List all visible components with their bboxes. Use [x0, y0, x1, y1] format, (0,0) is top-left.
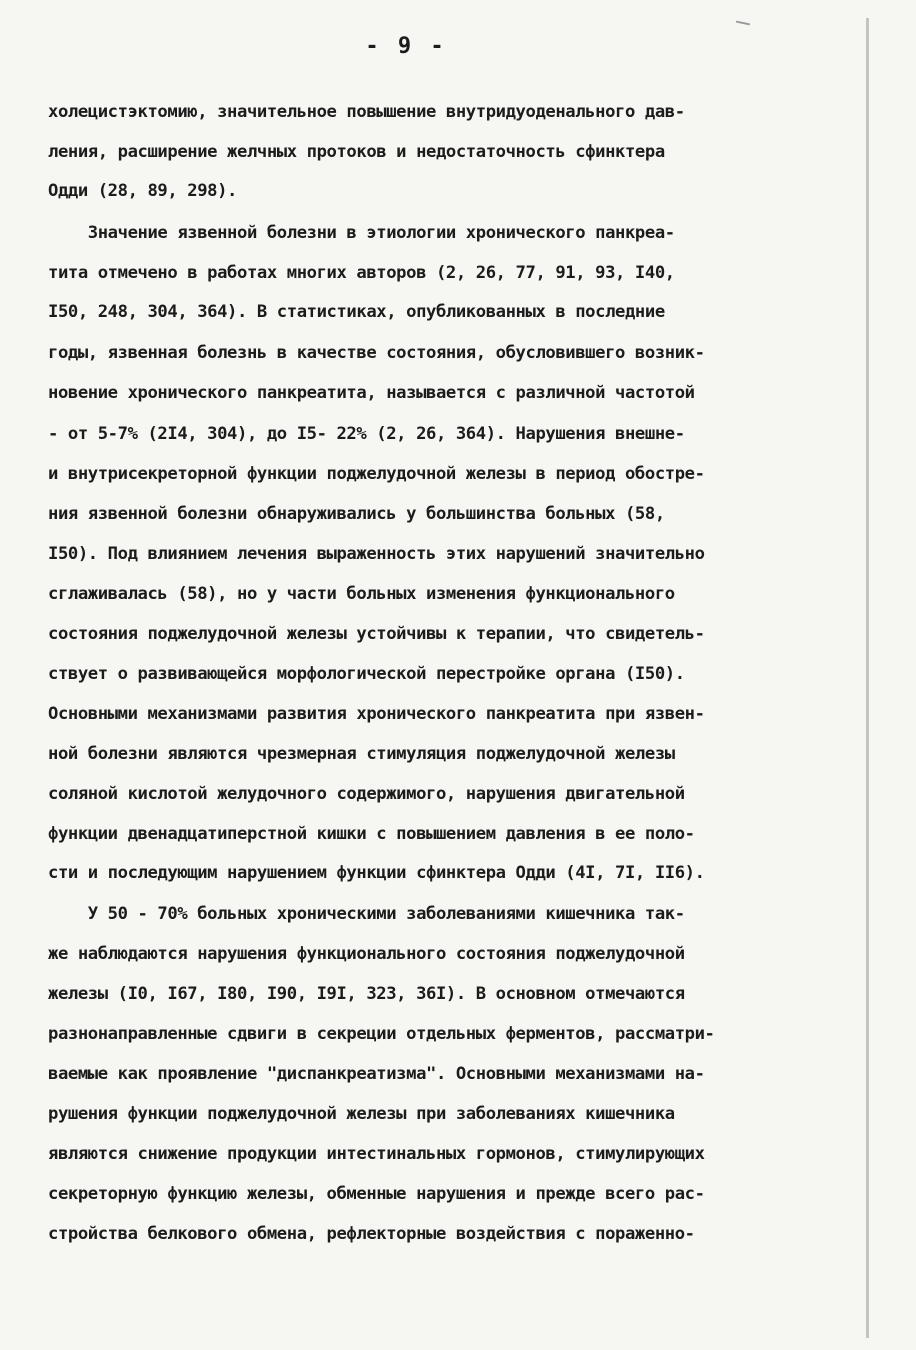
text-line: же наблюдаются нарушения функционального состояния поджелудочной: [48, 944, 685, 964]
text-line: Значение язвенной болезни в этиологии хронического панкреа-: [48, 223, 675, 243]
text-line: рушения функции поджелудочной железы при заболеваниях кишечника: [48, 1104, 675, 1124]
text-line: секреторную функцию железы, обменные нарушения и прежде всего рас-: [48, 1184, 705, 1204]
text-line: сти и последующим нарушением функции сфинктера Одди (4I, 7I, II6).: [48, 863, 705, 883]
text-line: У 50 - 70% больных хроническими заболеваниями кишечника так-: [48, 904, 685, 924]
text-line: Одди (28, 89, 298).: [48, 181, 238, 201]
text-line: и внутрисекреторной функции поджелудочной железы в период обостре-: [48, 464, 705, 484]
text-line: функции двенадцатиперстной кишки с повышением давления в ее поло-: [48, 824, 695, 844]
text-line: I50). Под влиянием лечения выраженность этих нарушений значительно: [48, 544, 705, 564]
text-line: новение хронического панкреатита, называется с различной частотой: [48, 383, 695, 403]
text-line: ления, расширение желчных протоков и недостаточность сфинктера: [48, 142, 665, 162]
text-line: ной болезни являются чрезмерная стимуляция поджелудочной железы: [48, 744, 675, 764]
page-number: - 9 -: [365, 34, 447, 59]
text-line: железы (I0, I67, I80, I90, I9I, 323, 36I). В основном отмечаются: [48, 984, 685, 1004]
text-line: I50, 248, 304, 364). В статистиках, опубликованных в последние: [48, 302, 665, 322]
text-line: Основными механизмами развития хронического панкреатита при язвен-: [48, 704, 705, 724]
page-edge-shadow: [866, 18, 869, 1338]
text-line: разнонаправленные сдвиги в секреции отдельных ферментов, рассматри-: [48, 1024, 715, 1044]
text-line: годы, язвенная болезнь в качестве состояния, обусловившего возник-: [48, 343, 705, 363]
text-line: - от 5-7% (2I4, 304), до I5- 22% (2, 26, 364). Нарушения внешне-: [48, 424, 685, 444]
text-line: ния язвенной болезни обнаруживались у большинства больных (58,: [48, 504, 665, 524]
text-line: сглаживалась (58), но у части больных изменения функционального: [48, 584, 675, 604]
scan-mark: [736, 21, 750, 26]
text-line: стройства белкового обмена, рефлекторные воздействия с пораженно-: [48, 1224, 695, 1244]
text-line: ствует о развивающейся морфологической перестройке органа (I50).: [48, 664, 685, 684]
text-line: соляной кислотой желудочного содержимого, нарушения двигательной: [48, 784, 685, 804]
text-line: являются снижение продукции интестинальных гормонов, стимулирующих: [48, 1144, 705, 1164]
text-line: холецистэктомию, значительное повышение внутридуоденального дав-: [48, 102, 685, 122]
text-line: состояния поджелудочной железы устойчивы к терапии, что свидетель-: [48, 624, 705, 644]
text-line: тита отмечено в работах многих авторов (2, 26, 77, 91, 93, I40,: [48, 263, 675, 283]
text-line: ваемые как проявление "диспанкреатизма". Основными механизмами на-: [48, 1064, 705, 1084]
